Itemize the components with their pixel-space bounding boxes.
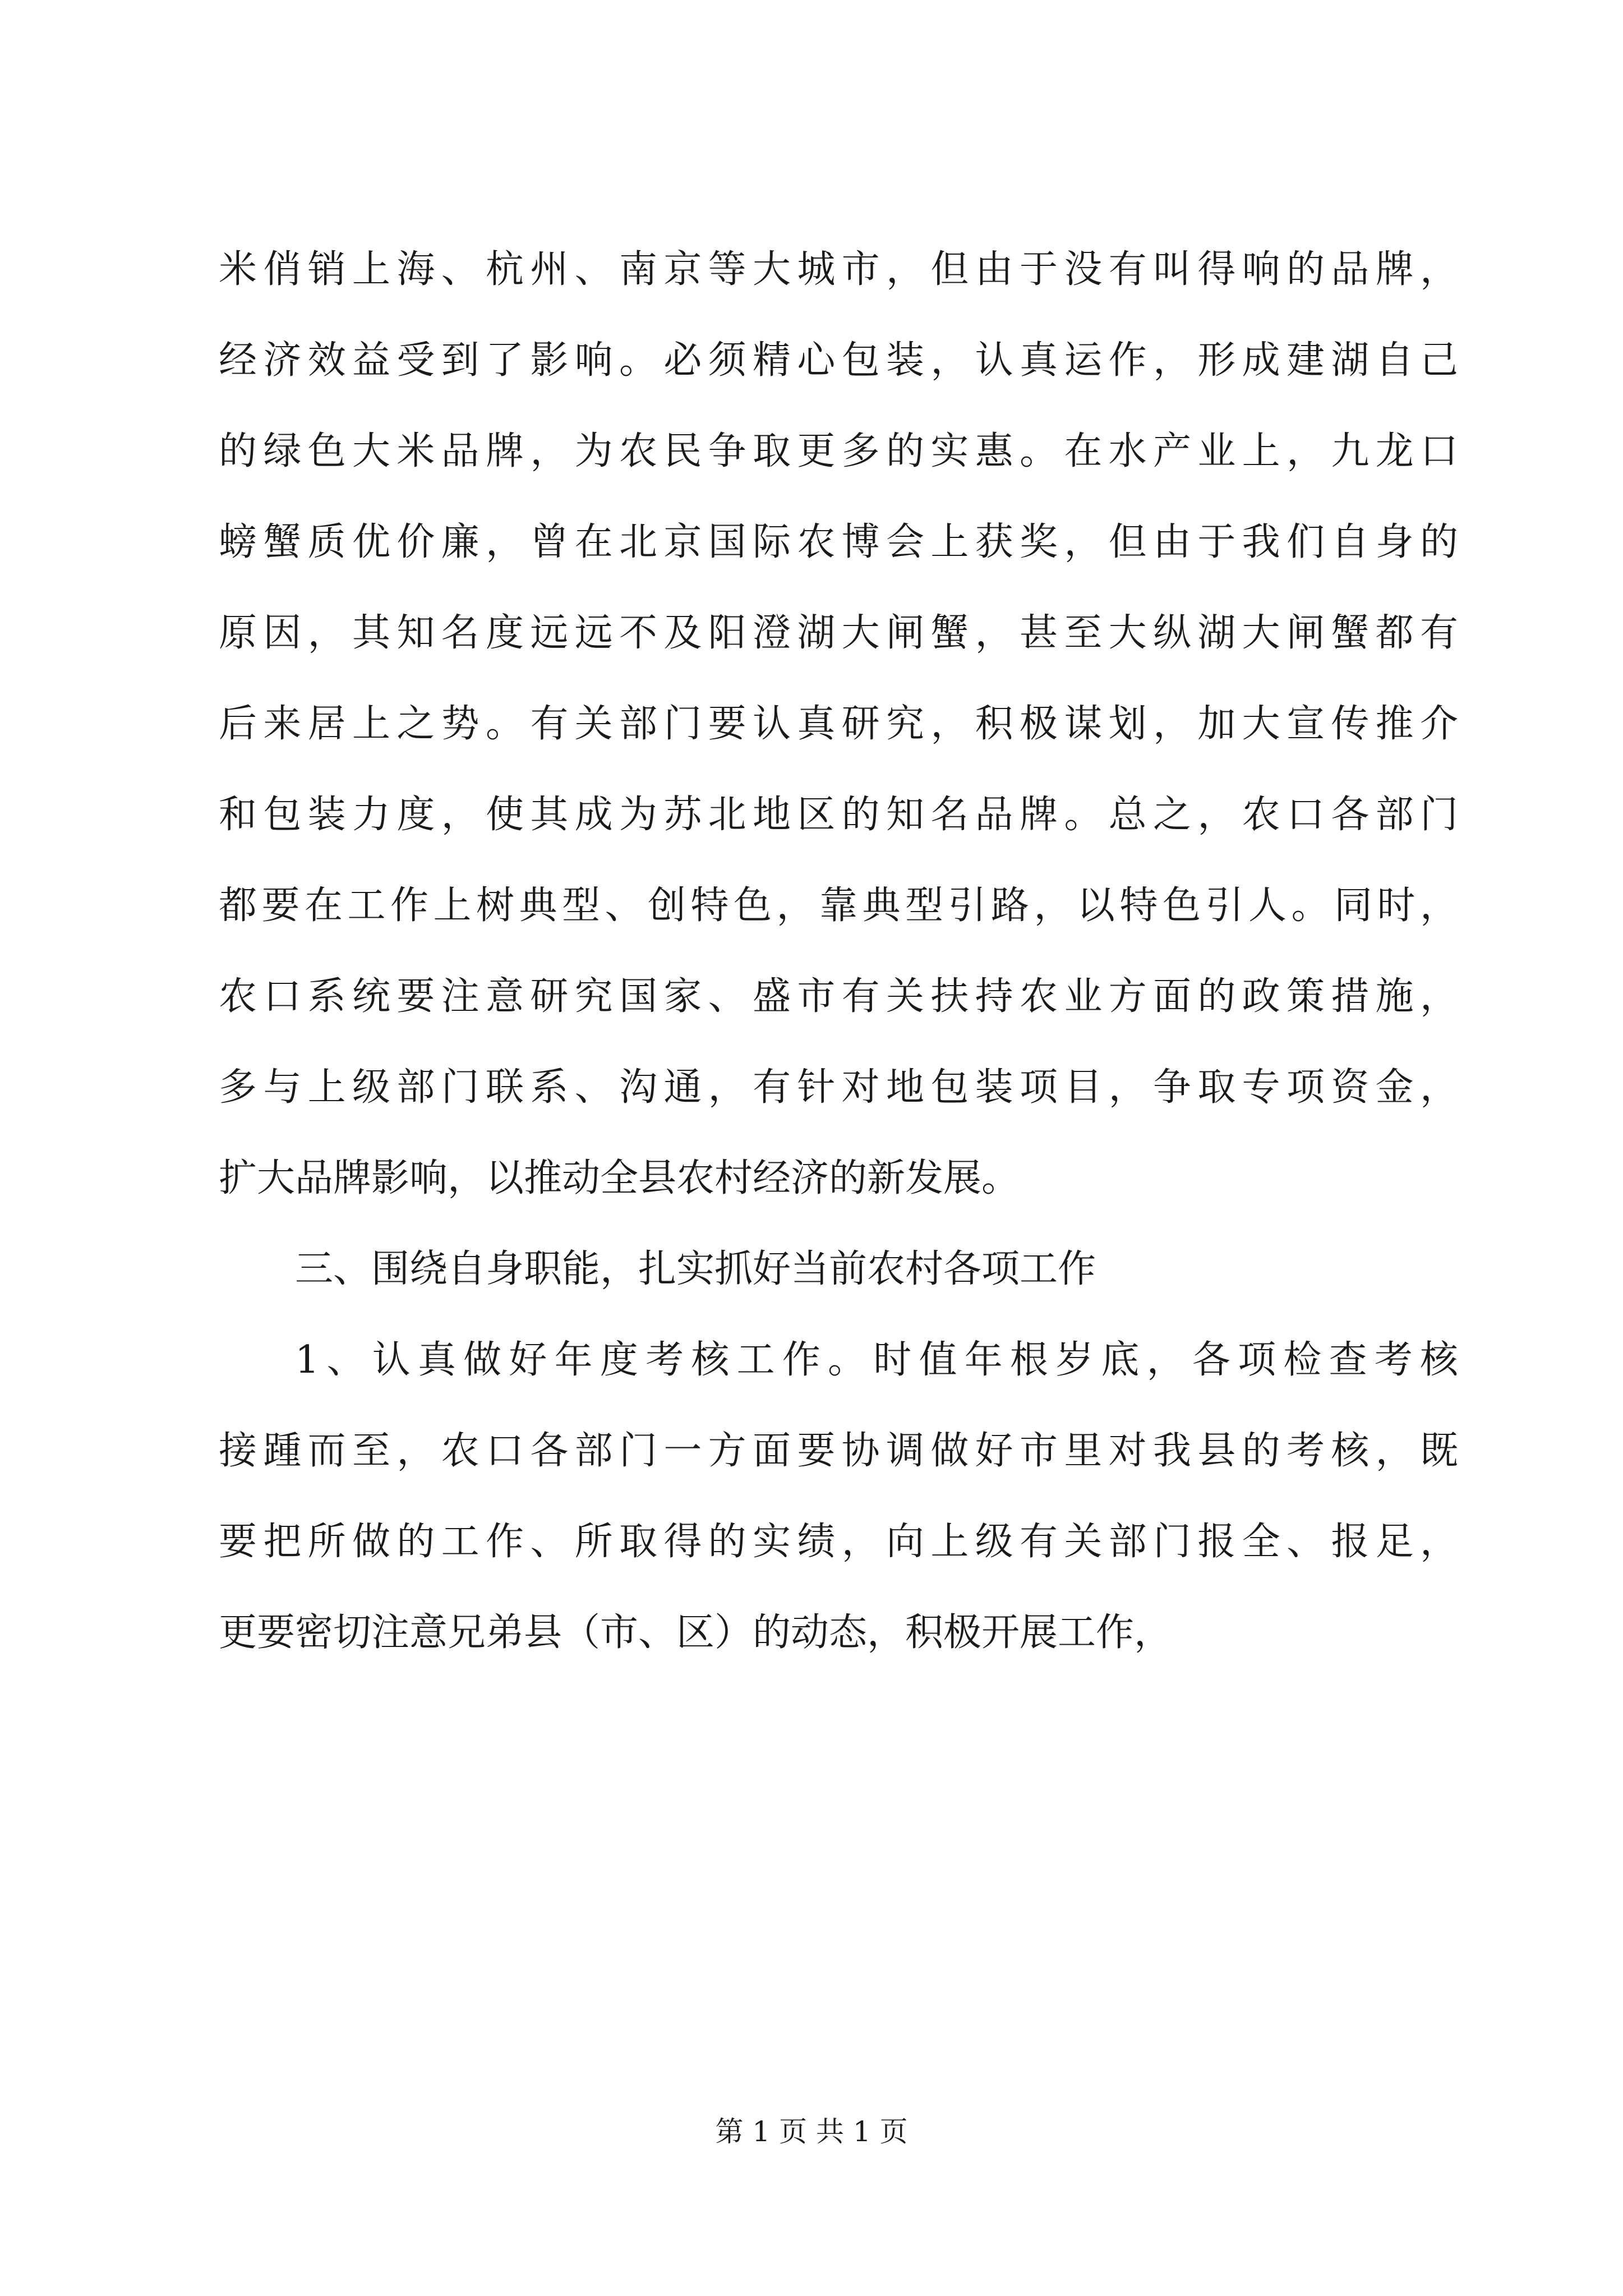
text-line: 接踵而至，农口各部门一方面要协调做好市里对我县的考核，既 — [219, 1429, 1458, 1473]
text-line: 更要密切注意兄弟县（市、区）的动态，积极开展工作， — [219, 1611, 1173, 1655]
text-line: 原因，其知名度远远不及阳澄湖大闸蟹，甚至大纵湖大闸蟹都有 — [219, 611, 1458, 655]
text-line: 扩大品牌影响，以推动全县农村经济的新发展。 — [219, 1156, 1020, 1200]
section-heading: 三、围绕自身职能，扎实抓好当前农村各项工作 — [295, 1247, 1096, 1291]
text-line: 1、认真做好年度考核工作。时值年根岁底，各项检查考核 — [295, 1338, 1458, 1382]
text-line: 经济效益受到了影响。必须精心包装，认真运作，形成建湖自己 — [219, 338, 1458, 383]
text-line: 都要在工作上树典型、创特色，靠典型引路，以特色引人。同时， — [219, 884, 1458, 928]
text-line: 米俏销上海、杭州、南京等大城市，但由于没有叫得响的品牌， — [219, 247, 1458, 292]
text-line: 多与上级部门联系、沟通，有针对地包装项目，争取专项资金， — [219, 1065, 1458, 1110]
text-line: 后来居上之势。有关部门要认真研究，积极谋划，加大宣传推介 — [219, 702, 1458, 746]
text-line: 农口系统要注意研究国家、盛市有关扶持农业方面的政策措施， — [219, 974, 1458, 1019]
text-line: 和包装力度，使其成为苏北地区的知名品牌。总之，农口各部门 — [219, 793, 1458, 837]
text-line: 的绿色大米品牌，为农民争取更多的实惠。在水产业上，九龙口 — [219, 429, 1458, 473]
body-text — [219, 224, 1458, 1678]
page-footer: 第 1 页 共 1 页 — [715, 2115, 908, 2148]
text-line: 要把所做的工作、所取得的实绩，向上级有关部门报全、报足， — [219, 1520, 1458, 1564]
text-line: 螃蟹质优价廉，曾在北京国际农博会上获奖，但由于我们自身的 — [219, 520, 1458, 564]
